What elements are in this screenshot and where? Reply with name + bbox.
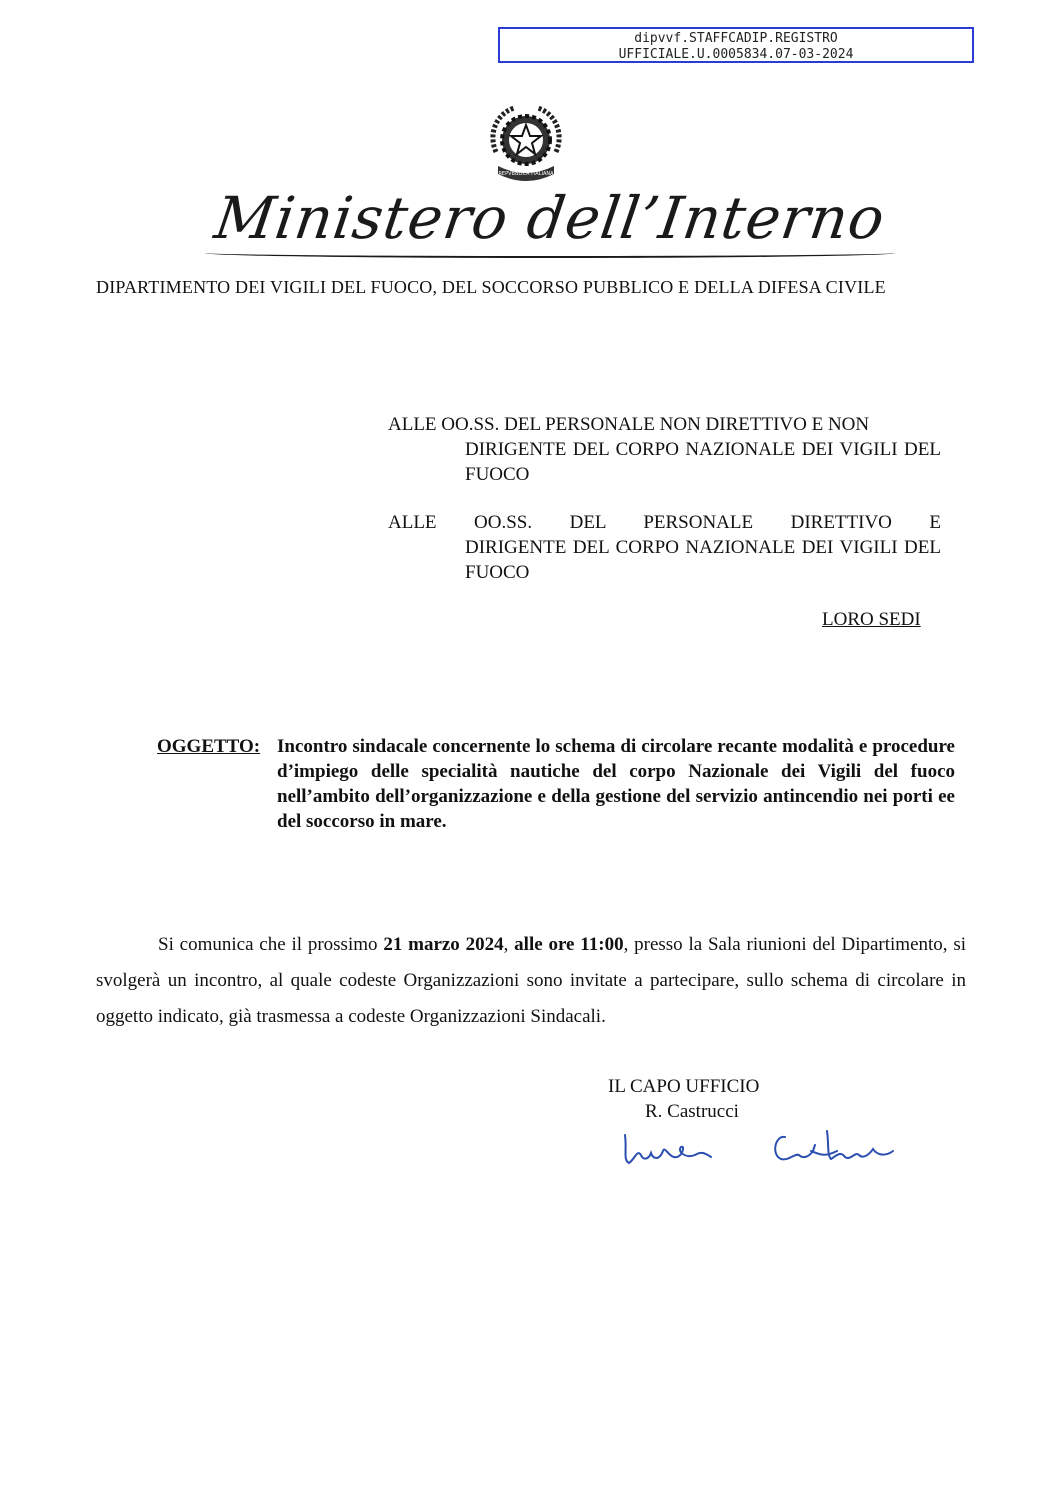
body-part-1: Si comunica che il prossimo (158, 934, 384, 955)
svg-text:REPVBBLICA ITALIANA: REPVBBLICA ITALIANA (498, 171, 554, 177)
recipient-1 (388, 412, 941, 487)
signatory-name: R. Castrucci (645, 1101, 739, 1122)
protocol-line-1: dipvvf.STAFFCADIP.REGISTRO (634, 31, 838, 46)
recipient-2-line-first: ALLE OO.SS. DEL PERSONALE DIRETTIVO E (388, 512, 941, 533)
handwritten-signature (615, 1115, 915, 1175)
recipient-1-line-first: ALLE OO.SS. DEL PERSONALE NON DIRETTIVO E NON (388, 414, 870, 435)
loro-sedi: LORO SEDI (822, 609, 921, 630)
body-paragraph (96, 927, 966, 1035)
meeting-date: 21 marzo 2024 (383, 934, 504, 955)
department-name: DIPARTIMENTO DEI VIGILI DEL FUOCO, DEL SOCCORSO PUBBLICO E DELLA DIFESA CIVILE (96, 277, 886, 297)
recipient-2-line-rest: DIRIGENTE DEL CORPO NAZIONALE DEI VIGILI DEL FUOCO (465, 537, 941, 583)
italian-republic-emblem-icon (484, 100, 568, 184)
recipient-1-line-rest: DIRIGENTE DEL CORPO NAZIONALE DEI VIGILI DEL FUOCO (465, 439, 941, 485)
subject-text: Incontro sindacale concernente lo schema di circolare recante modalità e procedure d’impiego delle specialità nautiche del corpo Nazionale dei Vigili del fuoco nell’ambito dell’organizzazione e della gestione del servizio antincendio nei porti ee del soccorso in mare. (277, 736, 955, 832)
ministry-flourish (205, 248, 895, 258)
ministry-name: Ministero dell’Interno (210, 184, 890, 252)
signatory-title: IL CAPO UFFICIO (608, 1076, 760, 1097)
subject-block (157, 734, 955, 834)
recipient-2 (388, 510, 941, 585)
meeting-time: alle ore 11:00 (514, 934, 624, 955)
body-part-3: , presso la Sala riunioni del Dipartimento, si svolgerà un incontro, al quale codeste Organizzazioni sono invitate a partecipare, sullo schema di circolare in oggetto indicato, già trasmessa a codeste Organizzazioni Sindacali. (96, 934, 967, 1027)
body-part-2: , (503, 934, 515, 955)
protocol-stamp (498, 27, 974, 63)
subject-label: OGGETTO: (157, 736, 261, 757)
protocol-line-2: UFFICIALE.U.0005834.07-03-2024 (618, 47, 854, 62)
